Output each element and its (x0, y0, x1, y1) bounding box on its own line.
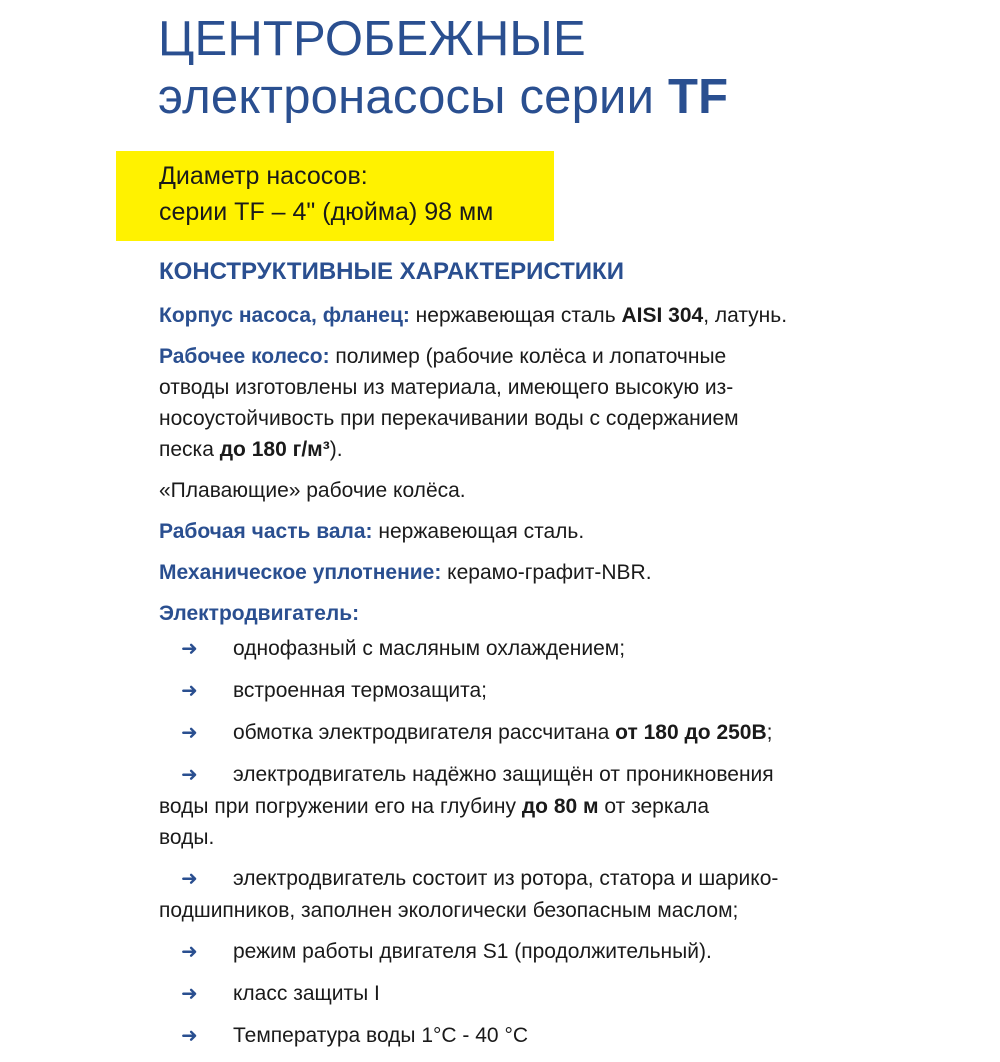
list-item (159, 675, 849, 707)
spec-shaft-label: Рабочая часть вала: (159, 520, 373, 543)
spec-impeller-text-4a: песка (159, 438, 220, 461)
section-title: КОНСТРУКТИВНЫЕ ХАРАКТЕРИСТИКИ (159, 258, 624, 285)
list-item (159, 633, 849, 665)
motor-item-text: встроенная термозащита; (233, 679, 487, 702)
spec-seal-label: Механическое уплотнение: (159, 561, 442, 584)
spec-motor-heading (159, 598, 849, 629)
spec-impeller (159, 341, 849, 465)
arrow-right-icon: ➜ (181, 868, 198, 890)
motor-item-text: Температура воды 1°С - 40 °С (233, 1024, 529, 1047)
spec-impeller-label: Рабочее колесо: (159, 345, 330, 368)
spec-impeller-line-1 (159, 341, 849, 372)
motor-item-text-2: подшипников, заполнен экологически безопасным маслом; (159, 899, 739, 922)
spec-impeller-sand-limit: до 180 г/м³ (219, 438, 330, 461)
spec-shaft (159, 516, 849, 547)
motor-voltage-range: от 180 до 250В (615, 721, 767, 744)
arrow-right-icon: ➜ (181, 680, 198, 702)
spec-body-text-2: , латунь. (703, 304, 788, 327)
spec-shaft-text: нержавеющая сталь. (372, 520, 585, 543)
motor-item-text: однофазный с масляным охлаждением; (233, 637, 626, 660)
spec-body-steel-grade: AISI 304 (621, 304, 704, 327)
motor-item-text-3: воды. (159, 826, 215, 849)
arrow-right-icon: ➜ (181, 983, 198, 1005)
motor-item-text: обмотка электродвигателя рассчитана (233, 721, 616, 744)
diameter-note-line-1: Диаметр насосов: (159, 162, 368, 190)
arrow-right-icon: ➜ (181, 941, 198, 963)
motor-features-list (159, 633, 849, 1052)
spec-impeller-line-3: носоустойчивость при перекачивании воды с содержанием (159, 407, 739, 430)
title-line-2-text: электронасосы серии (158, 70, 669, 124)
spec-seal-text: керамо-графит-NBR. (441, 561, 652, 584)
motor-item-text-2b: от зеркала (598, 795, 710, 818)
list-item (159, 717, 849, 749)
spec-impeller-text-4b: ). (329, 438, 343, 461)
arrow-right-icon: ➜ (181, 1025, 198, 1047)
motor-item-text: электродвигатель состоит из ротора, статора и шарико- (233, 867, 779, 890)
motor-item-text: класс защиты I (233, 982, 380, 1005)
arrow-right-icon: ➜ (181, 722, 198, 744)
list-item (159, 759, 849, 853)
spec-impeller-line-4 (159, 434, 849, 465)
spec-impeller-text-1: полимер (рабочие колёса и лопаточные (329, 345, 727, 368)
title-line-1: ЦЕНТРОБЕЖНЫЕ (158, 12, 586, 66)
list-item (159, 936, 849, 968)
spec-body (159, 300, 849, 331)
spec-seal (159, 557, 849, 588)
specs-content (159, 300, 849, 1062)
list-item (159, 1020, 849, 1052)
diameter-note (159, 158, 493, 230)
list-item (159, 978, 849, 1010)
page-title (158, 10, 728, 126)
motor-immersion-depth: до 80 м (521, 795, 599, 818)
spec-body-label: Корпус насоса, фланец: (159, 304, 410, 327)
title-line-2 (158, 68, 728, 126)
arrow-right-icon: ➜ (181, 764, 198, 786)
arrow-right-icon: ➜ (181, 638, 198, 660)
spec-impeller-line-2: отводы изготовлены из материала, имеющего высокую из- (159, 376, 734, 399)
motor-item-text-2a: воды при погружении его на глубину (159, 795, 522, 818)
spec-floating-impellers: «Плавающие» рабочие колёса. (159, 479, 466, 502)
list-item (159, 863, 849, 926)
motor-item-text: электродвигатель надёжно защищён от проникновения (233, 763, 774, 786)
motor-item-text-end: ; (766, 721, 773, 744)
spec-body-text-1: нержавеющая сталь (409, 304, 622, 327)
motor-item-text: режим работы двигателя S1 (продолжительный). (233, 940, 712, 963)
title-series-name: TF (668, 70, 729, 124)
spec-motor-label: Электродвигатель: (159, 602, 360, 625)
diameter-note-line-2: серии TF – 4" (дюйма) 98 мм (159, 198, 494, 226)
